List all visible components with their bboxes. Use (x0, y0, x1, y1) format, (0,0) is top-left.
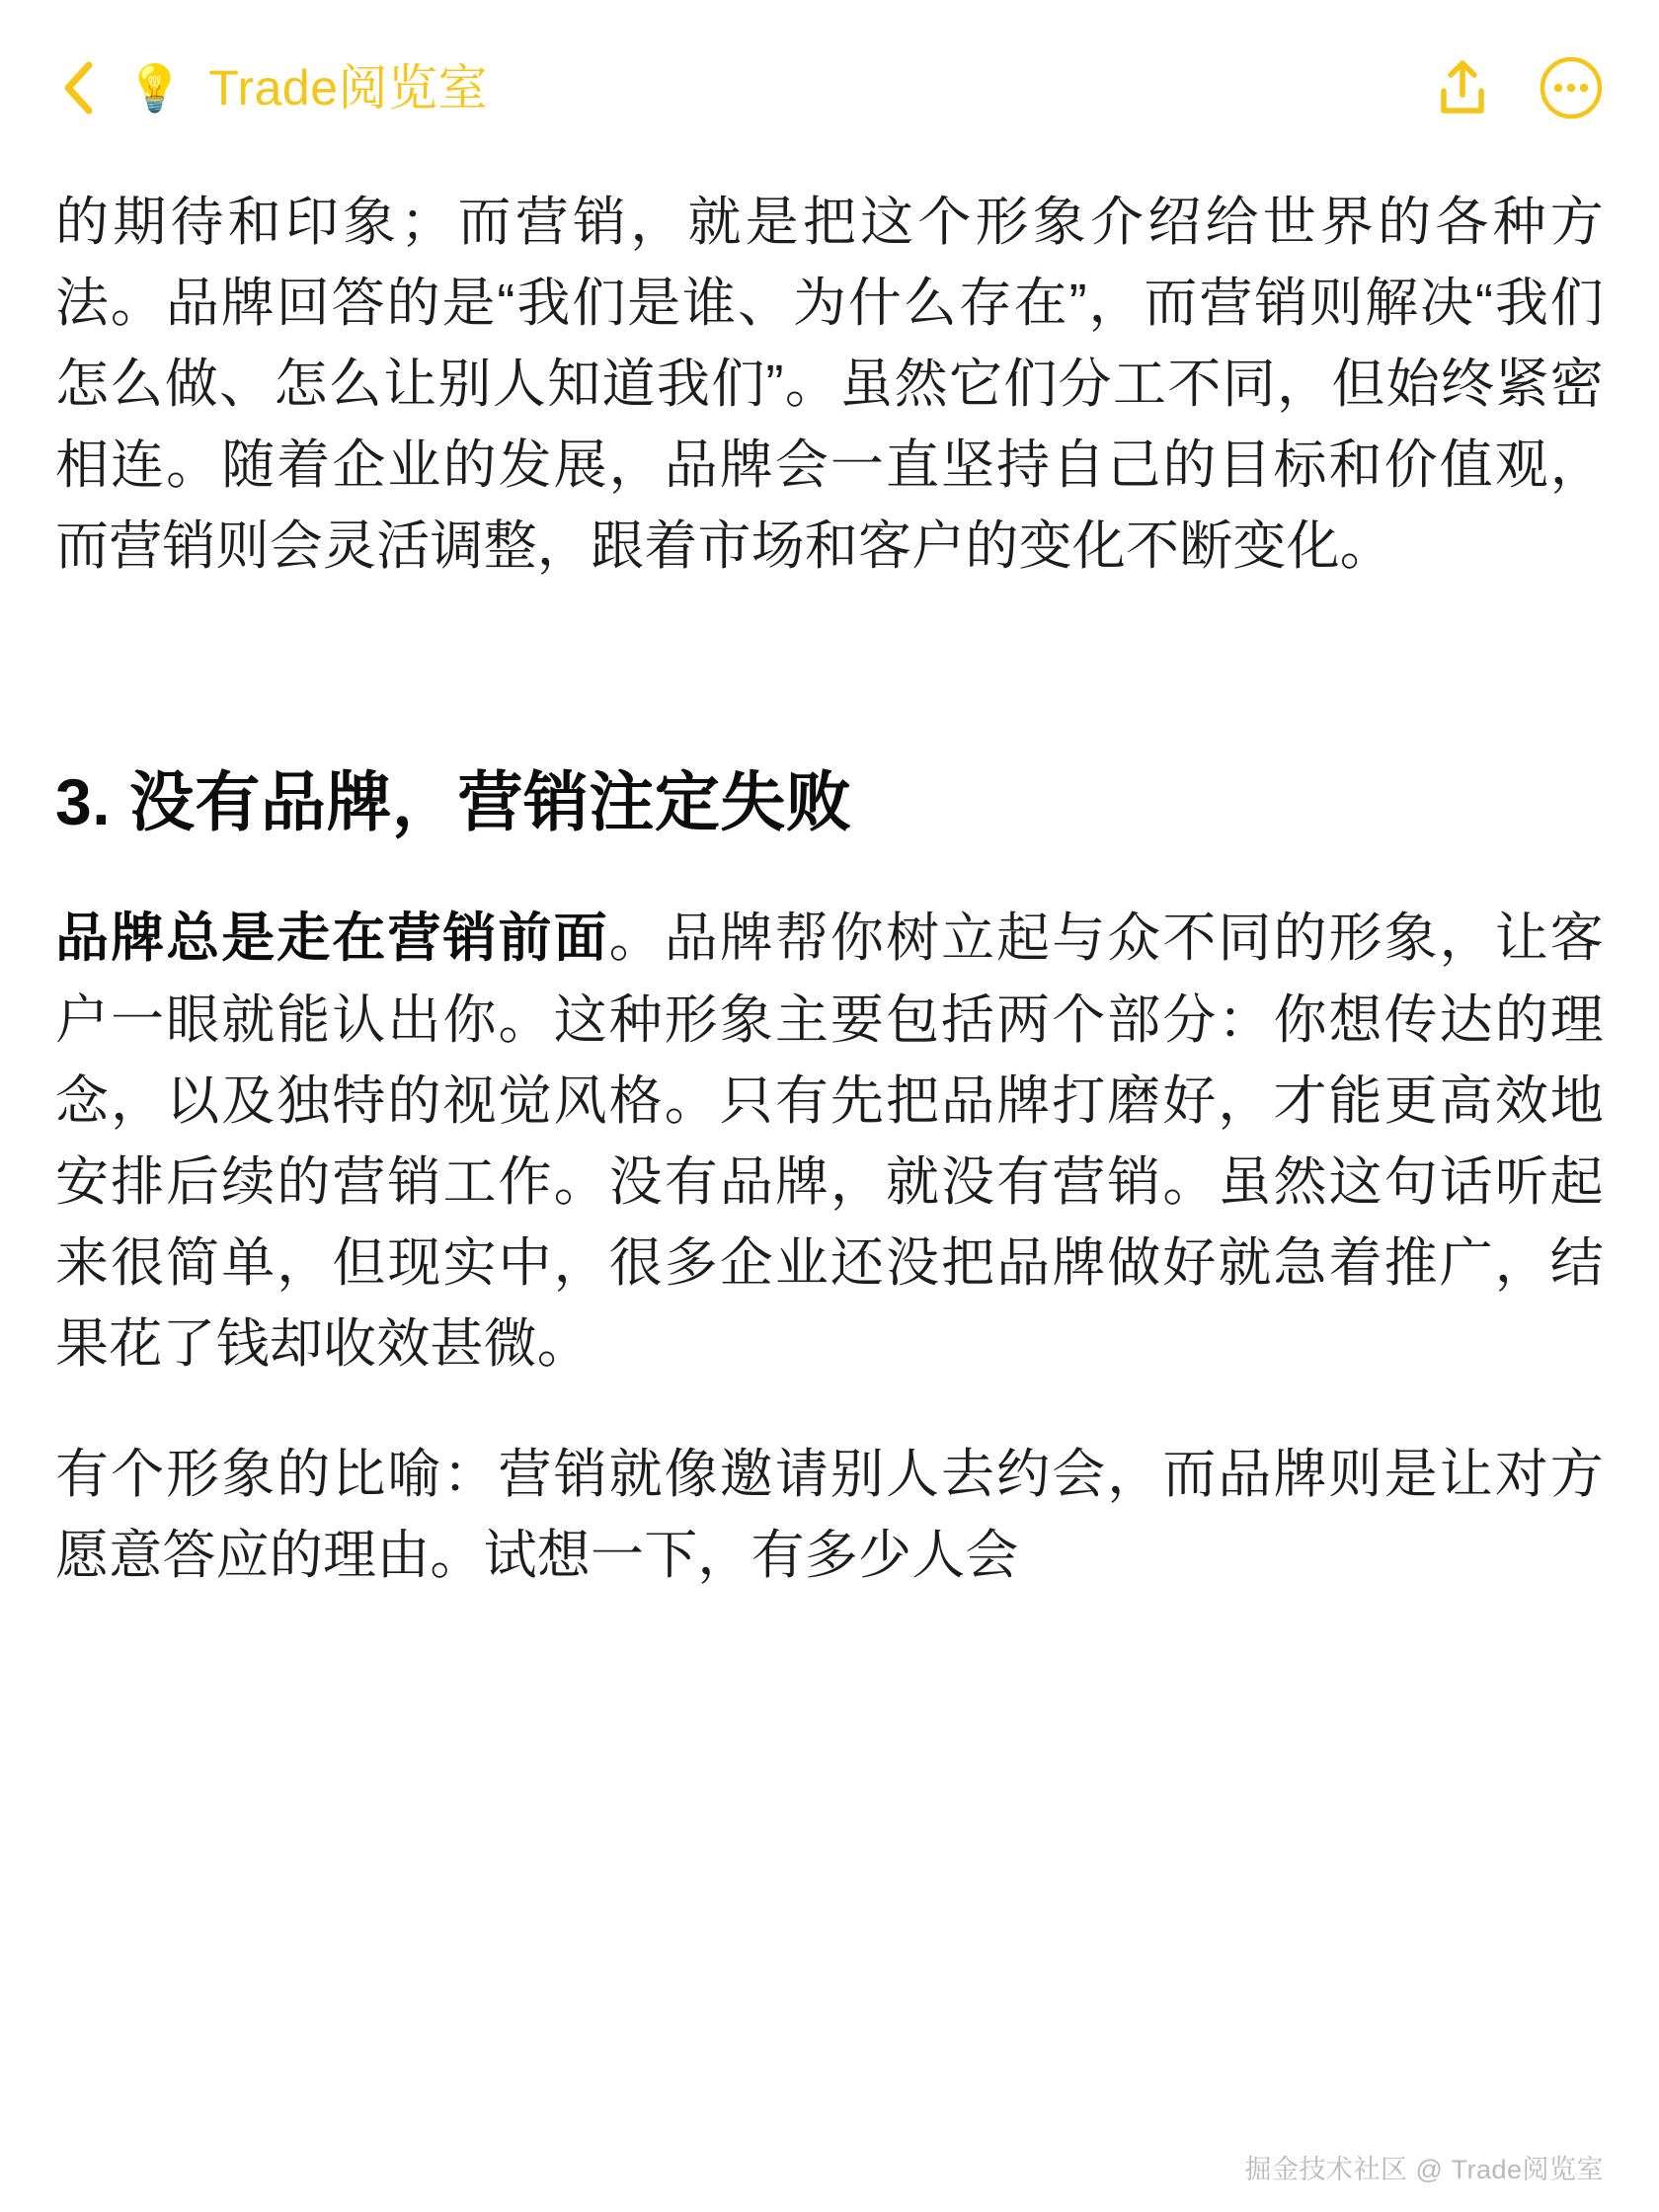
paragraph-continued: 的期待和印象；而营销，就是把这个形象介绍给世界的各种方法。品牌回答的是“我们是谁、为什么存在”，而营销则解决“我们怎么做、怎么让别人知道我们”。虽然它们分工不同，但始终紧密相连。随着企业的发展，品牌会一直坚持自己的目标和价值观，而营销则会灵活调整，跟着市场和客户的变化不断变化。 (55, 193, 1604, 577)
section-spacer (55, 620, 1604, 758)
header-left-group (55, 59, 1430, 117)
section-heading-3: 3. 没有品牌，营销注定失败 (55, 765, 852, 839)
watermark-label: 掘金技术社区 @ Trade阅览室 (1244, 2155, 1604, 2184)
article-body (0, 182, 1659, 1596)
header-right-group (1430, 55, 1604, 120)
lightbulb-icon: 💡 (126, 62, 184, 114)
app-header (0, 0, 1659, 176)
more-horizontal-icon[interactable] (1539, 55, 1604, 120)
paragraph-analogy: 有个形象的比喻：营销就像邀请别人去约会，而品牌则是让对方愿意答应的理由。试想一下，有多少人会 (55, 1444, 1604, 1586)
share-upload-icon[interactable] (1430, 55, 1495, 120)
paragraph-lead-rest: 。品牌帮你树立起与众不同的形象，让客户一眼就能认出你。这种形象主要包括两个部分：你想传达的理念，以及独特的视觉风格。只有先把品牌打磨好，才能更高效地安排后续的营销工作。没有品牌，就没有营销。虽然这句话听起来很简单，但现实中，很多企业还没把品牌做好就急着推广，结果花了钱却收效甚微。 (55, 908, 1604, 1374)
chevron-left-icon[interactable] (55, 59, 101, 117)
page-title: Trade阅览室 (208, 59, 489, 116)
paragraph-brand-before-marketing (55, 898, 1604, 1383)
paragraph-gap (55, 1418, 1604, 1434)
paragraph-lead-bold: 品牌总是走在营销前面 (55, 908, 609, 969)
